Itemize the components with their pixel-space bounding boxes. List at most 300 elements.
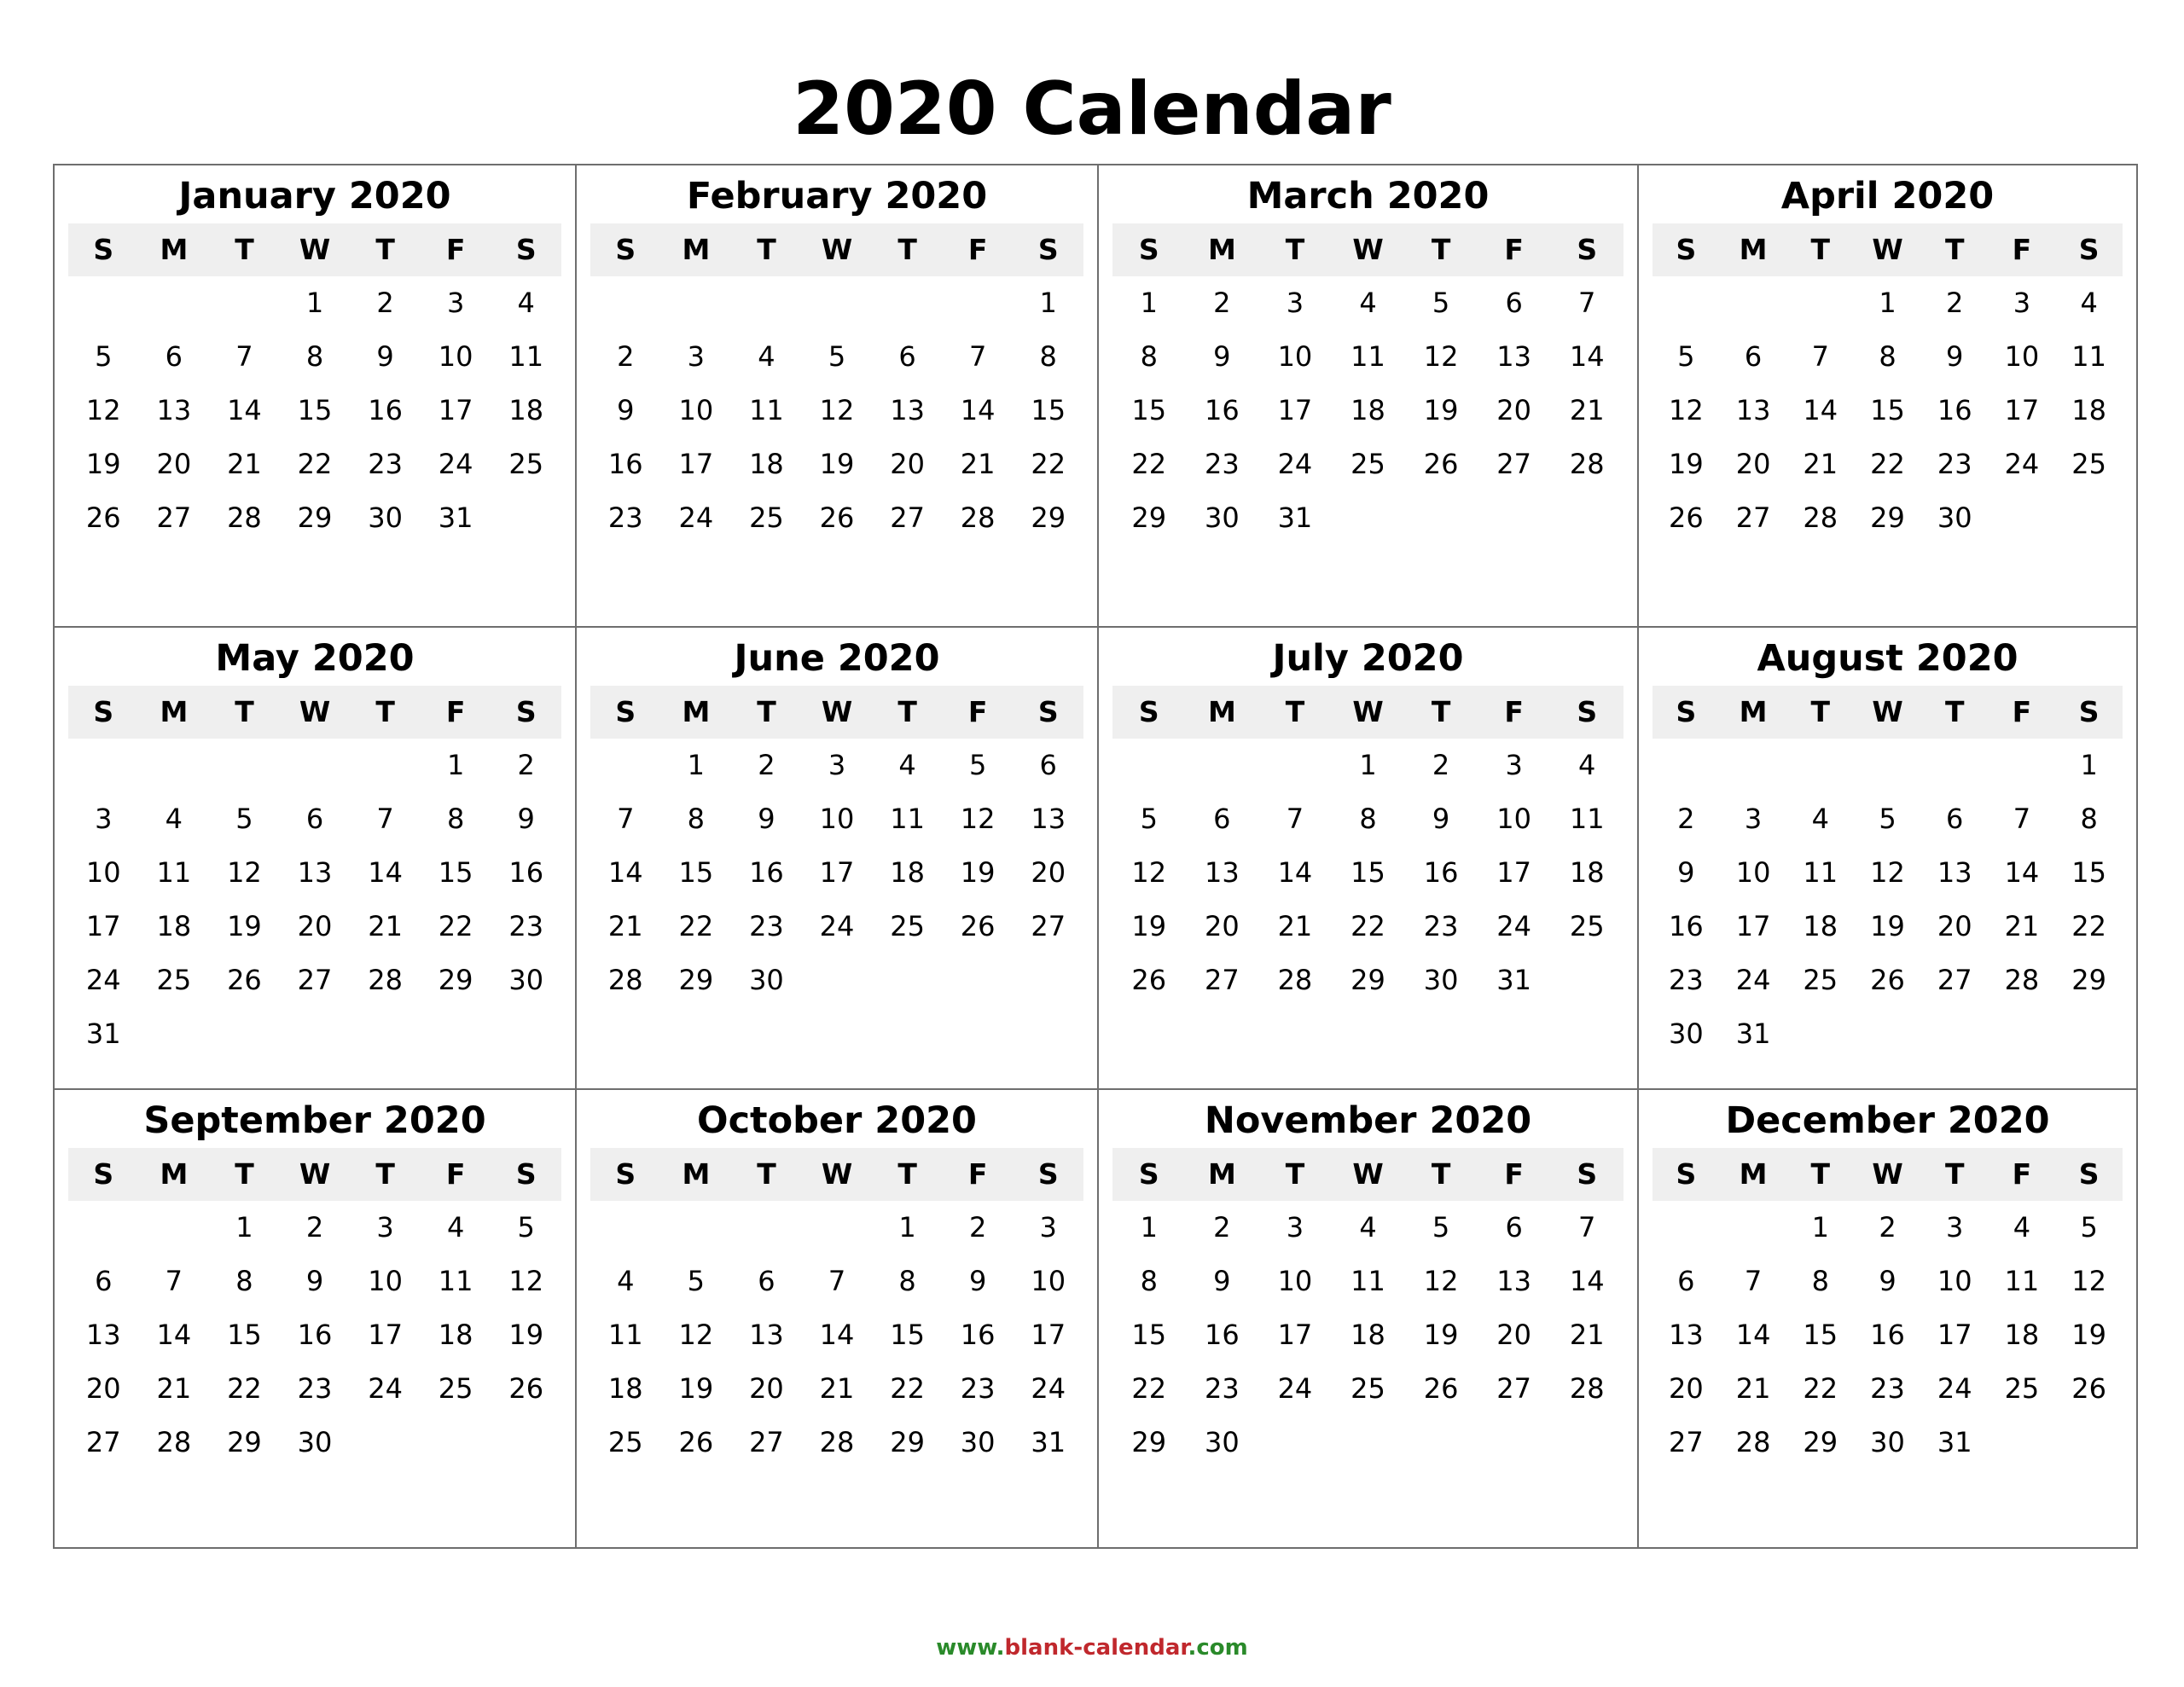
month-title: May 2020: [215, 637, 415, 680]
month-title: April 2020: [1780, 175, 1995, 217]
day-grid: [1112, 276, 1623, 545]
day-cell: 28: [1569, 448, 1605, 480]
day-cell: 5: [517, 1211, 535, 1244]
day-cell: 18: [508, 394, 544, 426]
day-cell: 20: [1496, 1319, 1531, 1351]
day-cell: 29: [438, 964, 473, 996]
weekday-label: M: [1739, 695, 1768, 728]
day-cell: 2: [1213, 287, 1231, 319]
weekday-label: S: [1138, 1157, 1159, 1191]
day-cell: 1: [687, 749, 706, 781]
day-cell: 2: [968, 1211, 987, 1244]
day-cell: 29: [297, 501, 333, 534]
day-cell: 30: [1870, 1426, 1905, 1458]
day-cell: 15: [890, 1319, 925, 1351]
day-cell: 20: [1937, 910, 1972, 942]
weekday-label: M: [160, 233, 189, 266]
empty-day-cell: [1653, 739, 1720, 792]
day-cell: 10: [438, 340, 473, 373]
empty-day-cell: [731, 276, 802, 330]
day-cell: 6: [1505, 287, 1523, 319]
weekday-label: W: [1872, 233, 1903, 266]
empty-day-cell: [209, 739, 280, 792]
day-cell: 28: [227, 501, 262, 534]
day-cell: 20: [1031, 856, 1066, 889]
day-cell: 1: [235, 1211, 253, 1244]
weekday-label: T: [1944, 1157, 1965, 1191]
day-cell: 15: [678, 856, 714, 889]
day-cell: 5: [968, 749, 987, 781]
day-cell: 21: [1569, 394, 1605, 426]
day-cell: 24: [368, 1372, 403, 1405]
day-cell: 27: [749, 1426, 784, 1458]
day-cell: 2: [517, 749, 535, 781]
page-title: 2020 Calendar: [793, 67, 1391, 152]
day-cell: 8: [2080, 803, 2098, 835]
day-cell: 3: [1286, 287, 1304, 319]
weekday-label: S: [93, 695, 114, 728]
day-cell: 17: [1031, 1319, 1066, 1351]
day-cell: 9: [617, 394, 635, 426]
day-cell: 9: [758, 803, 775, 835]
day-cell: 22: [1350, 910, 1385, 942]
weekday-label: T: [375, 233, 395, 266]
day-cell: 12: [1423, 1265, 1459, 1297]
day-cell: 22: [1803, 1372, 1838, 1405]
day-cell: 4: [758, 340, 775, 373]
weekday-label: T: [897, 233, 917, 266]
day-cell: 14: [607, 856, 643, 889]
day-cell: 10: [1735, 856, 1771, 889]
day-cell: 9: [517, 803, 535, 835]
day-cell: 20: [1668, 1372, 1704, 1405]
day-cell: 6: [1677, 1265, 1695, 1297]
day-cell: 22: [1031, 448, 1066, 480]
day-cell: 11: [607, 1319, 643, 1351]
day-grid: [68, 739, 561, 1061]
day-cell: 18: [2071, 394, 2106, 426]
day-cell: 30: [1668, 1017, 1704, 1050]
day-cell: 21: [1569, 1319, 1605, 1351]
day-cell: 23: [1423, 910, 1459, 942]
weekday-label: S: [1138, 233, 1159, 266]
day-cell: 4: [2013, 1211, 2031, 1244]
day-cell: 12: [819, 394, 855, 426]
weekday-label: T: [1431, 1157, 1451, 1191]
day-cell: 31: [1496, 964, 1531, 996]
weekday-label: S: [93, 1157, 114, 1191]
day-cell: 7: [617, 803, 635, 835]
day-cell: 3: [1744, 803, 1763, 835]
empty-day-cell: [1720, 276, 1787, 330]
day-cell: 7: [968, 340, 987, 373]
day-cell: 19: [508, 1319, 544, 1351]
weekday-header: [1112, 223, 1623, 276]
day-cell: 27: [156, 501, 192, 534]
day-cell: 18: [607, 1372, 643, 1405]
month-panel: [1099, 1090, 1639, 1547]
day-cell: 1: [1811, 1211, 1829, 1244]
weekday-label: S: [1037, 695, 1059, 728]
empty-day-cell: [802, 1201, 873, 1255]
day-cell: 17: [678, 448, 714, 480]
day-cell: 31: [1277, 501, 1313, 534]
day-cell: 19: [227, 910, 262, 942]
empty-day-cell: [1854, 739, 1921, 792]
day-cell: 3: [1946, 1211, 1964, 1244]
day-cell: 22: [438, 910, 473, 942]
day-cell: 19: [1423, 394, 1459, 426]
day-cell: 23: [960, 1372, 996, 1405]
empty-day-cell: [1786, 739, 1854, 792]
empty-day-cell: [209, 276, 280, 330]
day-cell: 8: [1359, 803, 1377, 835]
day-cell: 19: [1423, 1319, 1459, 1351]
day-cell: 25: [438, 1372, 473, 1405]
weekday-header: [1653, 686, 2123, 739]
day-cell: 17: [1277, 1319, 1313, 1351]
day-cell: 8: [1039, 340, 1057, 373]
day-cell: 9: [1677, 856, 1695, 889]
day-cell: 14: [1803, 394, 1838, 426]
day-cell: 29: [890, 1426, 925, 1458]
day-cell: 1: [305, 287, 324, 319]
day-cell: 23: [749, 910, 784, 942]
day-cell: 1: [898, 1211, 916, 1244]
website-footer[interactable]: [0, 1631, 2184, 1665]
weekday-label: S: [2078, 695, 2100, 728]
day-cell: 24: [85, 964, 121, 996]
day-cell: 23: [1870, 1372, 1905, 1405]
month-title: December 2020: [1725, 1099, 2050, 1142]
day-cell: 22: [2071, 910, 2106, 942]
day-cell: 18: [438, 1319, 473, 1351]
day-cell: 7: [1286, 803, 1304, 835]
day-cell: 13: [890, 394, 925, 426]
day-cell: 29: [1031, 501, 1066, 534]
day-cell: 6: [758, 1265, 775, 1297]
weekday-header: [590, 686, 1083, 739]
weekday-label: S: [93, 233, 114, 266]
day-cell: 1: [1359, 749, 1377, 781]
day-cell: 4: [617, 1265, 635, 1297]
day-cell: 13: [1496, 340, 1531, 373]
footer-domain: blank-calendar: [1004, 1635, 1188, 1661]
day-cell: 11: [2071, 340, 2106, 373]
weekday-label: T: [1285, 233, 1305, 266]
day-cell: 27: [1668, 1426, 1704, 1458]
day-cell: 18: [1350, 1319, 1385, 1351]
day-cell: 30: [960, 1426, 996, 1458]
weekday-label: S: [1676, 233, 1697, 266]
empty-day-cell: [943, 276, 1014, 330]
day-cell: 28: [607, 964, 643, 996]
weekday-label: W: [299, 233, 331, 266]
day-cell: 13: [1735, 394, 1771, 426]
day-cell: 17: [368, 1319, 403, 1351]
day-cell: 7: [2013, 803, 2031, 835]
day-cell: 10: [1031, 1265, 1066, 1297]
day-grid: [590, 276, 1083, 545]
day-cell: 3: [446, 287, 465, 319]
day-cell: 12: [960, 803, 996, 835]
month-panel: [577, 1090, 1099, 1547]
day-cell: 10: [1937, 1265, 1972, 1297]
empty-day-cell: [1720, 739, 1787, 792]
weekday-label: T: [1810, 695, 1831, 728]
day-cell: 25: [890, 910, 925, 942]
weekday-label: T: [375, 1157, 395, 1191]
day-cell: 25: [1569, 910, 1605, 942]
day-cell: 31: [85, 1017, 121, 1050]
empty-day-cell: [1112, 739, 1186, 792]
empty-day-cell: [350, 739, 421, 792]
month-panel: [55, 1090, 577, 1547]
day-cell: 16: [1870, 1319, 1905, 1351]
day-cell: 7: [376, 803, 394, 835]
day-cell: 23: [297, 1372, 333, 1405]
day-grid: [68, 1201, 561, 1470]
day-cell: 16: [607, 448, 643, 480]
day-cell: 27: [1496, 448, 1531, 480]
day-cell: 7: [1744, 1265, 1763, 1297]
day-cell: 13: [297, 856, 333, 889]
day-cell: 7: [235, 340, 253, 373]
day-cell: 24: [1031, 1372, 1066, 1405]
day-cell: 3: [687, 340, 706, 373]
day-grid: [590, 739, 1083, 1007]
day-cell: 24: [438, 448, 473, 480]
empty-day-cell: [1720, 1201, 1787, 1255]
day-cell: 9: [1213, 1265, 1231, 1297]
weekday-label: W: [1352, 233, 1384, 266]
weekday-label: F: [445, 233, 466, 266]
weekday-label: M: [1739, 1157, 1768, 1191]
weekday-label: M: [682, 1157, 711, 1191]
day-grid: [1653, 1201, 2123, 1470]
day-cell: 2: [376, 287, 394, 319]
weekday-label: F: [2012, 1157, 2032, 1191]
day-cell: 5: [1432, 287, 1450, 319]
footer-prefix: www.: [936, 1635, 1005, 1661]
day-cell: 20: [297, 910, 333, 942]
empty-day-cell: [661, 276, 732, 330]
day-cell: 25: [1350, 1372, 1385, 1405]
day-cell: 27: [85, 1426, 121, 1458]
day-cell: 29: [1870, 501, 1905, 534]
day-cell: 6: [95, 1265, 113, 1297]
weekday-label: W: [821, 695, 853, 728]
day-cell: 13: [1668, 1319, 1704, 1351]
day-cell: 10: [2004, 340, 2040, 373]
weekday-label: T: [1431, 695, 1451, 728]
weekday-header: [68, 223, 561, 276]
day-cell: 14: [960, 394, 996, 426]
day-cell: 7: [165, 1265, 183, 1297]
month-title: February 2020: [686, 175, 988, 217]
weekday-label: F: [1504, 233, 1524, 266]
weekday-label: S: [515, 1157, 537, 1191]
day-cell: 26: [960, 910, 996, 942]
day-cell: 3: [1505, 749, 1523, 781]
weekday-header: [68, 686, 561, 739]
day-cell: 5: [1677, 340, 1695, 373]
day-cell: 28: [1803, 501, 1838, 534]
day-cell: 6: [305, 803, 324, 835]
day-cell: 3: [95, 803, 113, 835]
day-cell: 5: [1140, 803, 1158, 835]
day-cell: 6: [898, 340, 916, 373]
weekday-header: [1653, 1148, 2123, 1201]
day-cell: 28: [819, 1426, 855, 1458]
day-cell: 11: [438, 1265, 473, 1297]
day-cell: 13: [749, 1319, 784, 1351]
day-cell: 12: [678, 1319, 714, 1351]
weekday-label: T: [897, 695, 917, 728]
weekday-label: F: [967, 233, 988, 266]
day-cell: 31: [1735, 1017, 1771, 1050]
day-grid: [1112, 1201, 1623, 1470]
day-cell: 13: [1204, 856, 1240, 889]
day-cell: 17: [2004, 394, 2040, 426]
day-cell: 4: [1578, 749, 1596, 781]
day-cell: 24: [1496, 910, 1531, 942]
day-cell: 23: [607, 501, 643, 534]
weekday-label: F: [967, 1157, 988, 1191]
weekday-label: T: [757, 1157, 776, 1191]
day-cell: 21: [1277, 910, 1313, 942]
day-cell: 26: [1423, 448, 1459, 480]
day-grid: [68, 276, 561, 545]
day-cell: 31: [1031, 1426, 1066, 1458]
month-title: July 2020: [1272, 637, 1464, 680]
day-cell: 18: [890, 856, 925, 889]
day-cell: 22: [1131, 448, 1167, 480]
day-cell: 28: [1569, 1372, 1605, 1405]
day-cell: 2: [1213, 1211, 1231, 1244]
day-cell: 8: [898, 1265, 916, 1297]
weekday-label: T: [757, 695, 776, 728]
day-cell: 11: [890, 803, 925, 835]
month-title: September 2020: [143, 1099, 486, 1142]
day-cell: 5: [2080, 1211, 2098, 1244]
day-cell: 30: [1204, 1426, 1240, 1458]
day-cell: 10: [1277, 1265, 1313, 1297]
month-panel: [577, 165, 1099, 628]
day-cell: 30: [749, 964, 784, 996]
day-cell: 8: [235, 1265, 253, 1297]
day-cell: 4: [1811, 803, 1829, 835]
day-cell: 1: [1039, 287, 1057, 319]
day-cell: 16: [1423, 856, 1459, 889]
day-cell: 30: [297, 1426, 333, 1458]
day-cell: 22: [297, 448, 333, 480]
day-cell: 2: [617, 340, 635, 373]
day-cell: 21: [227, 448, 262, 480]
empty-day-cell: [68, 739, 139, 792]
day-cell: 14: [1277, 856, 1313, 889]
day-cell: 15: [1131, 1319, 1167, 1351]
weekday-label: S: [2078, 233, 2100, 266]
empty-day-cell: [590, 276, 661, 330]
month-panel: [55, 628, 577, 1090]
weekday-header: [590, 223, 1083, 276]
day-cell: 14: [156, 1319, 192, 1351]
empty-day-cell: [68, 276, 139, 330]
weekday-label: S: [615, 695, 636, 728]
day-cell: 28: [368, 964, 403, 996]
day-cell: 24: [819, 910, 855, 942]
empty-day-cell: [661, 1201, 732, 1255]
day-cell: 15: [1870, 394, 1905, 426]
day-cell: 26: [819, 501, 855, 534]
day-cell: 30: [368, 501, 403, 534]
weekday-label: S: [1138, 695, 1159, 728]
day-cell: 29: [2071, 964, 2106, 996]
day-cell: 28: [2004, 964, 2040, 996]
day-cell: 9: [1946, 340, 1964, 373]
day-cell: 29: [1131, 501, 1167, 534]
month-panel: [1639, 165, 2136, 628]
weekday-label: T: [235, 1157, 254, 1191]
empty-day-cell: [1921, 739, 1989, 792]
day-cell: 20: [156, 448, 192, 480]
weekday-label: F: [1504, 1157, 1524, 1191]
month-panel: [55, 165, 577, 628]
day-cell: 15: [1350, 856, 1385, 889]
day-cell: 27: [1204, 964, 1240, 996]
day-cell: 14: [368, 856, 403, 889]
day-cell: 25: [508, 448, 544, 480]
month-title: August 2020: [1757, 637, 2018, 680]
day-cell: 9: [1879, 1265, 1896, 1297]
weekday-label: M: [160, 1157, 189, 1191]
month-panel: [1099, 165, 1639, 628]
day-cell: 28: [1735, 1426, 1771, 1458]
day-cell: 8: [1879, 340, 1896, 373]
day-cell: 24: [2004, 448, 2040, 480]
day-cell: 4: [1359, 1211, 1377, 1244]
day-cell: 4: [517, 287, 535, 319]
day-cell: 8: [1140, 340, 1158, 373]
day-cell: 26: [508, 1372, 544, 1405]
day-cell: 5: [828, 340, 846, 373]
weekday-label: W: [1352, 1157, 1384, 1191]
day-cell: 18: [1569, 856, 1605, 889]
footer-tld: .com: [1188, 1635, 1248, 1661]
day-cell: 1: [1879, 287, 1896, 319]
day-cell: 27: [890, 501, 925, 534]
empty-day-cell: [590, 739, 661, 792]
day-cell: 21: [819, 1372, 855, 1405]
day-cell: 23: [1937, 448, 1972, 480]
day-cell: 8: [305, 340, 324, 373]
day-cell: 19: [2071, 1319, 2106, 1351]
weekday-label: W: [1352, 695, 1384, 728]
month-panel: [577, 628, 1099, 1090]
weekday-label: F: [967, 695, 988, 728]
day-cell: 14: [227, 394, 262, 426]
day-cell: 1: [446, 749, 465, 781]
weekday-label: S: [2078, 1157, 2100, 1191]
day-cell: 27: [1496, 1372, 1531, 1405]
day-cell: 22: [227, 1372, 262, 1405]
day-cell: 11: [156, 856, 192, 889]
day-cell: 3: [828, 749, 846, 781]
day-cell: 12: [227, 856, 262, 889]
day-cell: 16: [1937, 394, 1972, 426]
day-cell: 30: [1937, 501, 1972, 534]
